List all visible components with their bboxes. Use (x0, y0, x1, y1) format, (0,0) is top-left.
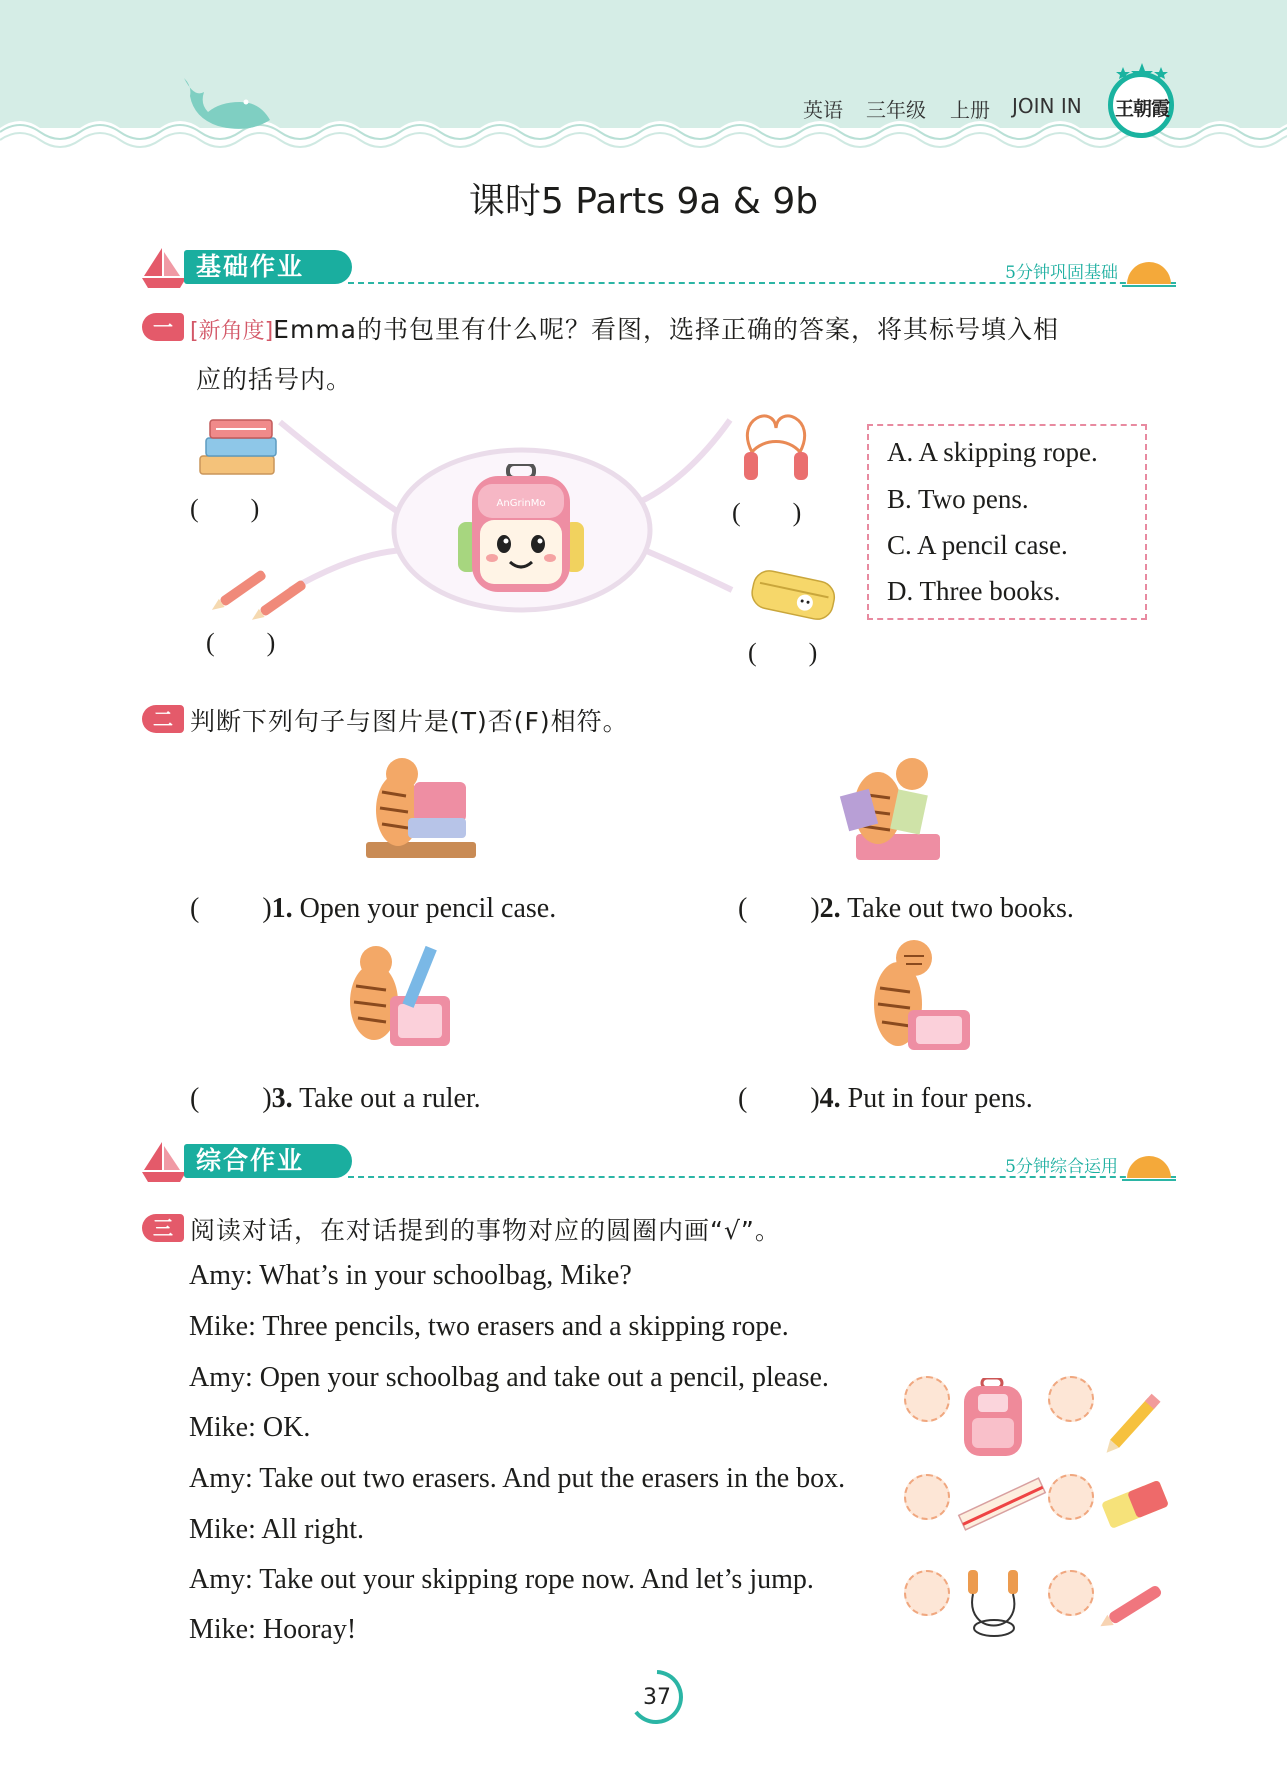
answer-circle-pen[interactable] (1048, 1570, 1094, 1616)
q2-item-4: ( )4. Put in four pens. (738, 1083, 1033, 1114)
answer-circle-schoolbag[interactable] (904, 1376, 950, 1422)
sailboat-icon (140, 1140, 190, 1184)
q2-item-2-text: Take out two books. (847, 893, 1074, 924)
section-basic-tag: 5分钟巩固基础 (1005, 263, 1118, 283)
header-series: JOIN IN (1012, 94, 1082, 118)
dialogue-line-3: Amy: Open your schoolbag and take out a pencil, please. (189, 1362, 829, 1393)
tiger-books-picture (832, 752, 944, 864)
q1-prompt-line1: Emma的书包里有什么呢？看图，选择正确的答案，将其标号填入相 (273, 315, 1059, 344)
schoolbag-icon (956, 1378, 1032, 1458)
section-combined-tag: 5分钟综合运用 (1005, 1157, 1118, 1177)
q2-item-4-number: 4. (819, 1083, 841, 1114)
q1-tag: [新角度] (190, 319, 274, 344)
books-icon (196, 412, 282, 478)
dialogue-line-6: Mike: All right. (189, 1514, 364, 1545)
q2-number: 二 (142, 705, 184, 733)
header-grade: 三年级 (866, 98, 926, 122)
bag-label: AnGrinMo (496, 498, 546, 509)
page-number: 37 (643, 1685, 671, 1710)
schoolbag-icon (456, 464, 586, 596)
q1-blank-pens[interactable]: ( ) (206, 628, 276, 657)
lesson-title: 课时5 Parts 9a & 9b (468, 181, 819, 222)
q1-blank-books[interactable]: ( ) (190, 494, 260, 523)
q1-prompt-line2: 应的括号内。 (196, 365, 353, 394)
eraser-icon (1098, 1472, 1174, 1536)
dialogue-line-4: Mike: OK. (189, 1412, 311, 1443)
q1-blank-rope[interactable]: ( ) (732, 498, 802, 527)
answer-circle-ruler[interactable] (904, 1474, 950, 1520)
sailboat-icon (140, 246, 190, 290)
tiger-ruler-picture (340, 940, 456, 1052)
section-basic-label: 基础作业 (184, 250, 352, 284)
brand-logo (1103, 62, 1181, 148)
q2-item-4-text: Put in four pens. (847, 1083, 1033, 1114)
q2-item-1: ( )1. Open your pencil case. (190, 893, 557, 924)
q2-item-3-text: Take out a ruler. (299, 1083, 481, 1114)
section-basic (140, 246, 1176, 296)
header-volume: 上册 (950, 98, 990, 122)
q2-item-3: ( )3. Take out a ruler. (190, 1083, 481, 1114)
dialogue-line-8: Mike: Hooray! (189, 1614, 357, 1645)
skipping-rope-icon (734, 408, 818, 484)
q2-item-1-number: 1. (271, 893, 293, 924)
q1-option-c: C. A pencil case. (887, 530, 1068, 560)
dialogue-line-1: Amy: What’s in your schoolbag, Mike? (189, 1260, 632, 1291)
skipping-rope-icon (958, 1566, 1030, 1644)
pens-icon (212, 560, 312, 620)
q1-option-d: D. Three books. (887, 576, 1061, 606)
q2-item-3-number: 3. (271, 1083, 293, 1114)
q2-item-2: ( )2. Take out two books. (738, 893, 1074, 924)
answer-circle-skipping-rope[interactable] (904, 1570, 950, 1616)
q3-prompt: 阅读对话，在对话提到的事物对应的圆圈内画“√”。 (190, 1216, 781, 1245)
q1-number: 一 (142, 313, 184, 341)
whale-icon (176, 74, 276, 134)
pencil-icon (1100, 1382, 1172, 1458)
sun-icon (1122, 1150, 1176, 1184)
dialogue-line-5: Amy: Take out two erasers. And put the erasers in the box. (189, 1463, 846, 1494)
q1-prompt (190, 310, 1059, 346)
pen-icon (1098, 1572, 1174, 1636)
dialogue-line-7: Amy: Take out your skipping rope now. And let’s jump. (189, 1564, 814, 1595)
q2-prompt: 判断下列句子与图片是(T)否(F)相符。 (190, 707, 629, 736)
answer-circle-eraser[interactable] (1048, 1474, 1094, 1520)
sun-icon (1122, 256, 1176, 290)
pencil-case-icon (748, 566, 838, 626)
q1-blank-pencil-case[interactable]: ( ) (748, 638, 818, 667)
header-subject: 英语 (803, 98, 843, 122)
q2-item-2-number: 2. (819, 893, 841, 924)
q3-number: 三 (142, 1214, 184, 1242)
ruler-icon (954, 1472, 1050, 1536)
q1-option-b: B. Two pens. (887, 484, 1029, 514)
dialogue-line-2: Mike: Three pencils, two erasers and a skipping rope. (189, 1311, 789, 1342)
brand-name: 王朝霞 (1114, 98, 1169, 120)
tiger-pencil-case-picture (362, 752, 478, 862)
tiger-pens-picture (862, 934, 974, 1056)
section-combined (140, 1140, 1176, 1190)
section-combined-label: 综合作业 (184, 1144, 352, 1178)
q1-option-a: A. A skipping rope. (887, 437, 1098, 467)
q2-item-1-text: Open your pencil case. (299, 893, 557, 924)
answer-circle-pencil[interactable] (1048, 1376, 1094, 1422)
